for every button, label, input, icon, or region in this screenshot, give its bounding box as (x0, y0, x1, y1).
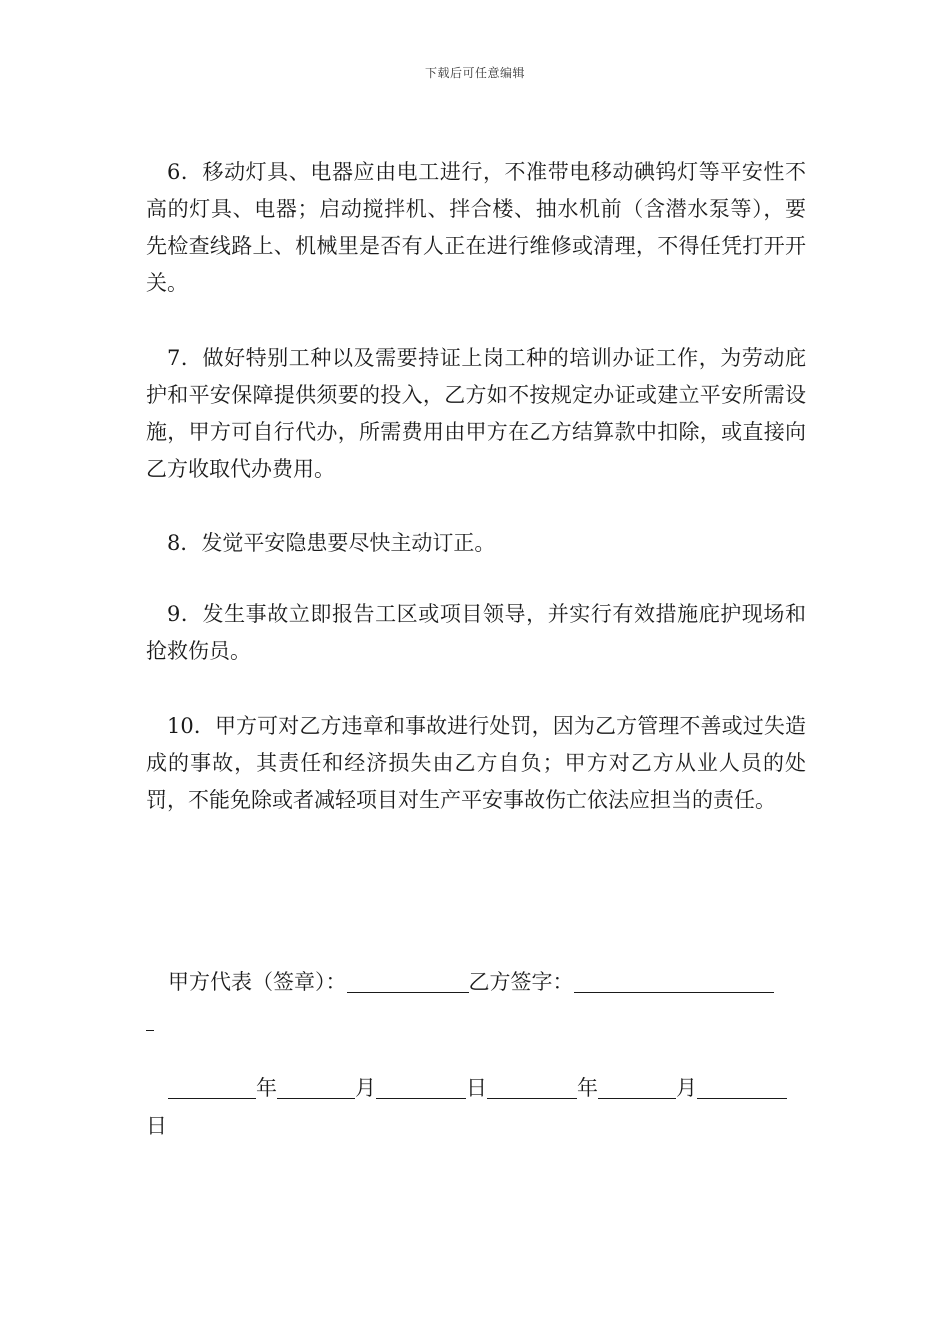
signature-line (168, 964, 774, 1001)
party-a-day-label: 日 (466, 1076, 487, 1100)
date-line-continuation (146, 1108, 167, 1145)
party-a-month-blank[interactable] (277, 1074, 355, 1099)
party-a-month-label: 月 (355, 1076, 376, 1100)
party-a-day-blank[interactable] (376, 1074, 466, 1099)
party-b-month-blank[interactable] (598, 1074, 676, 1099)
party-b-signature-blank-tail[interactable] (146, 1006, 154, 1031)
clause-9: 9．发生事故立即报告工区或项目领导，并实行有效措施庇护现场和抢救伤员。 (146, 602, 806, 663)
party-b-year-blank[interactable] (487, 1074, 577, 1099)
party-a-signature-label: 甲方代表（签章）： (168, 970, 347, 994)
date-line (168, 1070, 787, 1107)
clause-7: 7．做好特别工种以及需要持证上岗工种的培训办证工作，为劳动庇护和平安保障提供须要的投入，乙方如不按规定办证或建立平安所需设施，甲方可自行代办，所需费用由甲方在乙方结算款中扣除，或直接向乙方收取代办费用。 (146, 346, 806, 481)
clause-8: 8．发觉平安隐患要尽快主动订正。 (167, 531, 496, 555)
party-b-year-label: 年 (577, 1076, 598, 1100)
party-a-signature-blank[interactable] (347, 968, 469, 993)
party-b-month-label: 月 (676, 1076, 697, 1100)
clause-6: 6．移动灯具、电器应由电工进行，不准带电移动碘钨灯等平安性不高的灯具、电器；启动搅拌机、拌合楼、抽水机前（含潜水泵等），要先检查线路上、机械里是否有人正在进行维修或清理，不得任凭打开开关。 (146, 160, 806, 295)
party-b-day-blank[interactable] (697, 1074, 787, 1099)
signature-line-continuation (146, 1002, 154, 1039)
party-b-signature-label: 乙方签字： (468, 970, 574, 994)
party-a-year-label: 年 (256, 1076, 277, 1100)
party-a-year-blank[interactable] (168, 1074, 256, 1099)
party-b-signature-blank[interactable] (574, 968, 774, 993)
party-b-day-label: 日 (146, 1114, 167, 1138)
page-header: 下载后可任意编辑 (424, 66, 525, 80)
clause-10: 10．甲方可对乙方违章和事故进行处罚，因为乙方管理不善或过失造成的事故，其责任和经济损失由乙方自负；甲方对乙方从业人员的处罚，不能免除或者减轻项目对生产平安事故伤亡依法应担当的责任。 (146, 714, 806, 812)
